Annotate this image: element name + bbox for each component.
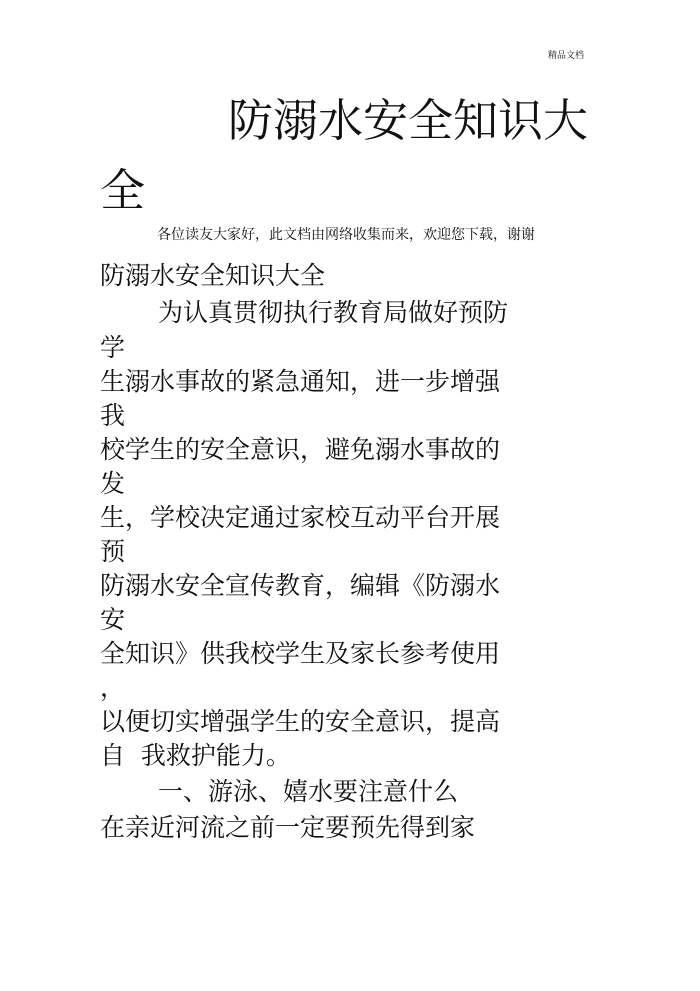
title-line-2: 全 — [100, 164, 146, 217]
paragraph-line: 生，学校决定通过家校互动平台开展 — [100, 503, 501, 532]
paragraph-line: 预 — [100, 537, 126, 566]
paragraph-line: 安 — [100, 605, 126, 634]
paragraph-line: 以便切实增强学生的安全意识，提高 — [100, 707, 501, 736]
paragraph-line: 生溺水事故的紧急通知，进一步增强 — [100, 367, 501, 396]
document-title — [100, 86, 620, 226]
paragraph-line: 在亲近河流之前一定要预先得到家 — [100, 813, 476, 842]
paragraph-line: 防溺水安全宣传教育，编辑《防溺水 — [100, 571, 501, 600]
title-line-1: 防溺水安全知识大 — [228, 94, 589, 147]
paragraph-line: 自 我救护能力。 — [100, 741, 291, 770]
paragraph-line: 学 — [100, 333, 126, 362]
intro-note: 各位读友大家好，此文档由网络收集而来，欢迎您下载，谢谢 — [157, 227, 535, 243]
document-body — [100, 257, 600, 845]
paragraph-line: 校学生的安全意识，避免溺水事故的 — [100, 435, 501, 464]
paragraph-line: 发 — [100, 469, 126, 498]
paragraph-line: ， — [100, 673, 126, 702]
body-heading: 防溺水安全知识大全 — [100, 261, 326, 290]
paragraph-line: 全知识》供我校学生及家长参考使用 — [100, 639, 501, 668]
section-heading: 一、游泳、嬉水要注意什么 — [158, 777, 459, 806]
watermark-label: 精品文档 — [548, 51, 585, 61]
paragraph-line: 为认真贯彻执行教育局做好预防 — [158, 298, 509, 327]
paragraph-line: 我 — [100, 401, 126, 430]
